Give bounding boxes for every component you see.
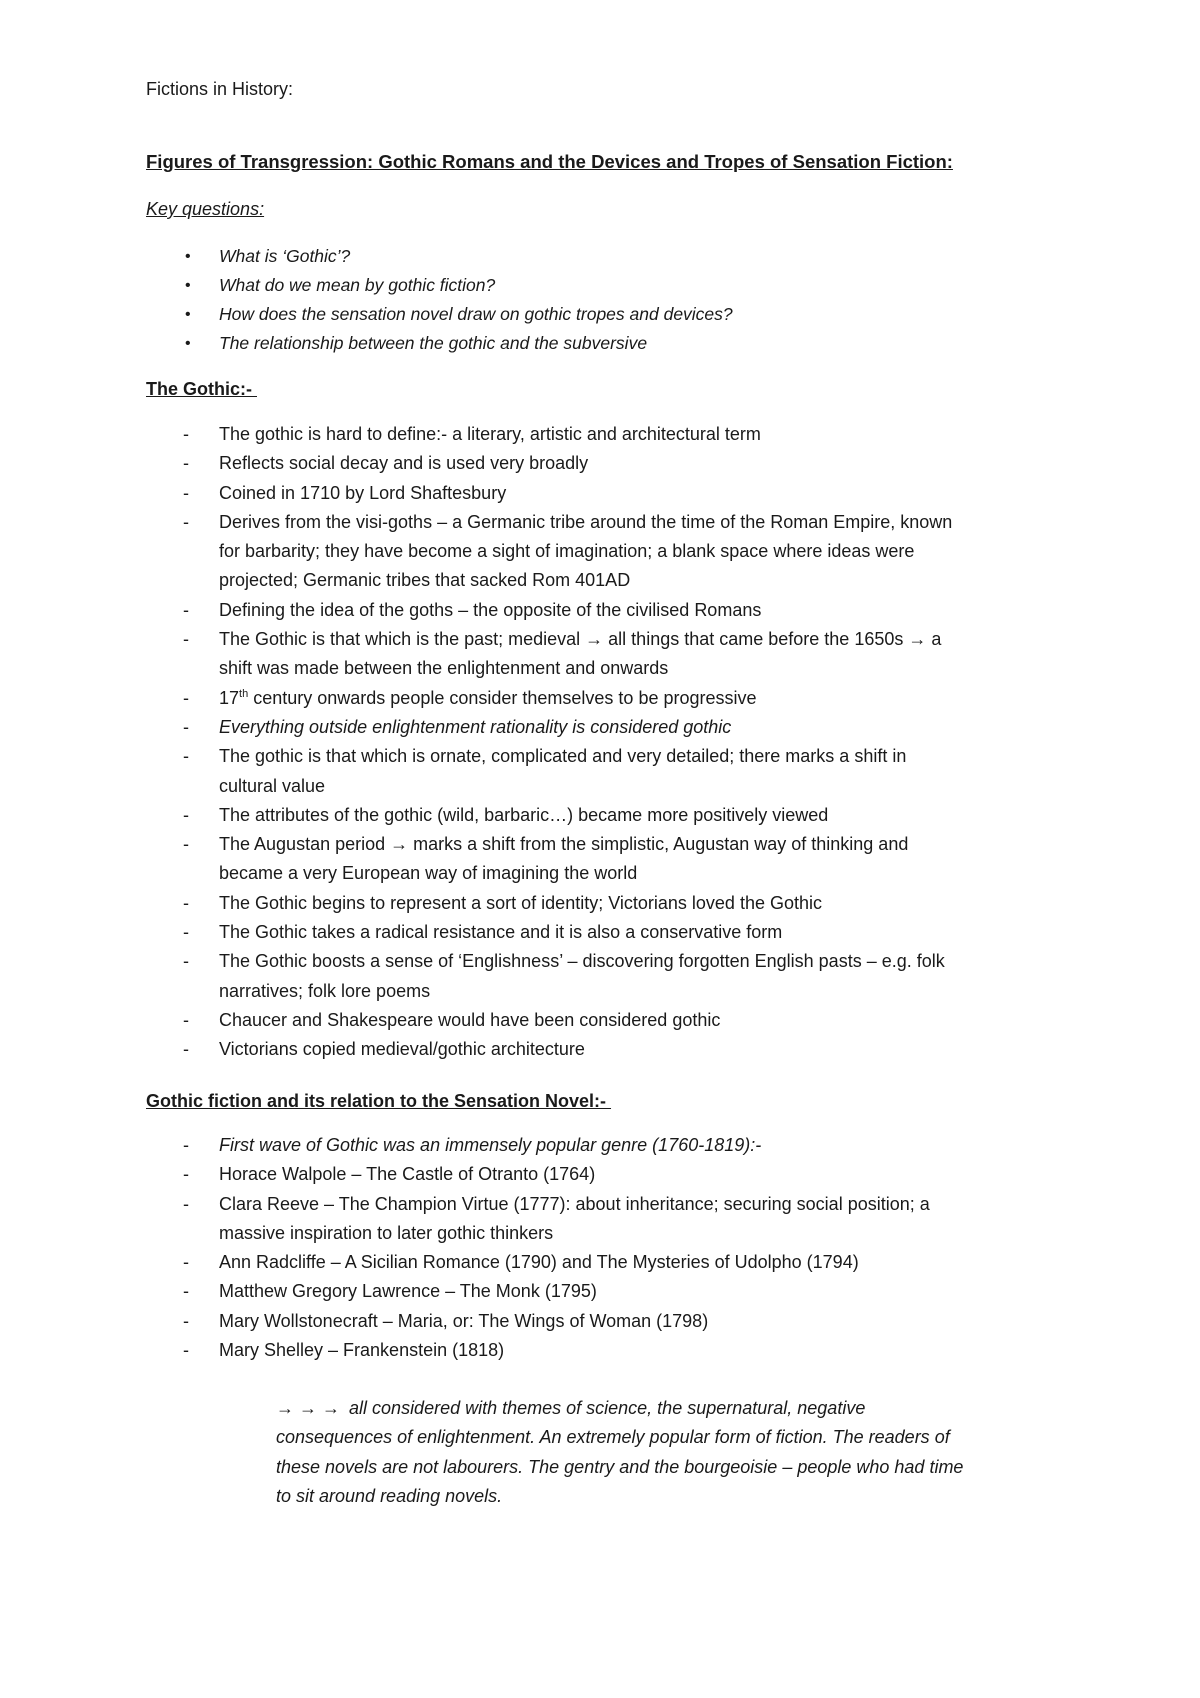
list-item [146, 918, 1076, 947]
dash-marker: - [183, 892, 189, 913]
list-item-text: The Gothic is that which is the past; medieval → all things that came before the 1650s → a [219, 629, 942, 650]
list-item-text: shift was made between the enlightenment and onwards [219, 658, 669, 679]
bullet-icon: • [185, 306, 191, 323]
list-item [146, 625, 1076, 684]
gothic-section-heading: The Gothic:- [146, 379, 257, 399]
list-item-text: The gothic is that which is ornate, complicated and very detailed; there marks a shift in [219, 746, 907, 767]
dash-marker: - [183, 1252, 189, 1273]
list-item [146, 1248, 1076, 1277]
list-item-text: The Gothic begins to represent a sort of identity; Victorians loved the Gothic [219, 892, 822, 913]
list-item: • How does the sensation novel draw on gothic tropes and devices? [146, 300, 733, 329]
list-item [146, 1307, 1076, 1336]
sensation-authors-list [146, 1131, 1076, 1365]
dash-marker: - [183, 746, 189, 767]
list-item-text: Mary Wollstonecraft – Maria, or: The Wings of Woman (1798) [219, 1310, 709, 1331]
summary-line: consequences of enlightenment. An extremely popular form of fiction. The readers of [276, 1427, 950, 1448]
dash-marker: - [183, 834, 189, 855]
list-item-text: Everything outside enlightenment rationality is considered gothic [219, 716, 732, 737]
list-item-text: Clara Reeve – The Champion Virtue (1777): about inheritance; securing social position; a [219, 1193, 930, 1214]
list-item-text: The attributes of the gothic (wild, barbaric…) became more positively viewed [219, 804, 829, 825]
key-questions-heading: Key questions: [146, 199, 265, 219]
dash-marker: - [183, 922, 189, 943]
list-item [146, 830, 1076, 889]
list-item [146, 479, 1076, 508]
list-item [146, 1336, 1076, 1365]
list-item [146, 1160, 1076, 1189]
course-header: Fictions in History: [146, 79, 294, 99]
list-item-text: The gothic is hard to define:- a literary, artistic and architectural term [219, 424, 761, 444]
summary-line: all considered with themes of science, the supernatural, negative [349, 1398, 866, 1418]
summary-line: these novels are not labourers. The gentry and the bourgeoisie – people who had time [276, 1456, 964, 1477]
list-item [146, 947, 1076, 1006]
list-item-text: Chaucer and Shakespeare would have been considered gothic [219, 1009, 721, 1030]
dash-marker: - [183, 453, 189, 474]
list-item-text: for barbarity; they have become a sight of imagination; a blank space where ideas were [219, 541, 915, 562]
list-item-text: became a very European way of imagining the world [219, 863, 638, 884]
list-item-text: Defining the idea of the goths – the opposite of the civilised Romans [219, 599, 762, 620]
list-item [146, 889, 1076, 918]
dash-marker: - [183, 1281, 189, 1302]
list-item [146, 742, 1076, 801]
dash-marker: - [183, 1009, 189, 1030]
bullet-icon: • [185, 277, 191, 294]
list-item-text: Horace Walpole – The Castle of Otranto (1764) [219, 1164, 596, 1185]
list-item-text: cultural value [219, 775, 326, 796]
key-questions-list [146, 242, 733, 358]
summary-line: to sit around reading novels. [276, 1485, 503, 1506]
list-item-text: massive inspiration to later gothic thinkers [219, 1222, 554, 1243]
list-item-text: Mary Shelley – Frankenstein (1818) [219, 1340, 505, 1361]
list-item-text: projected; Germanic tribes that sacked Rom 401AD [219, 570, 631, 591]
list-item [146, 713, 1076, 742]
dash-marker: - [183, 1340, 189, 1361]
list-item-text: Derives from the visi-goths – a Germanic tribe around the time of the Roman Empire, known [219, 511, 953, 532]
list-item-text: Victorians copied medieval/gothic architecture [219, 1039, 585, 1060]
document-title: Figures of Transgression: Gothic Romans and the Devices and Tropes of Sensation Fiction: [146, 151, 953, 172]
triple-arrow-icon: → → → [276, 1398, 341, 1418]
bullet-icon: • [185, 335, 191, 352]
sensation-section-heading: Gothic fiction and its relation to the Sensation Novel:- [146, 1091, 612, 1111]
dash-marker: - [183, 1193, 189, 1214]
dash-marker: - [183, 1310, 189, 1331]
century-number: 17 [219, 687, 240, 708]
ordinal-suffix: th [239, 687, 249, 700]
list-item-text: Ann Radcliffe – A Sicilian Romance (1790) and The Mysteries of Udolpho (1794) [219, 1252, 859, 1273]
dash-marker: - [183, 687, 189, 708]
dash-marker: - [183, 424, 189, 444]
list-item: • The relationship between the gothic and the subversive [146, 329, 733, 358]
dash-marker: - [183, 1135, 189, 1155]
dash-marker: - [183, 511, 189, 532]
list-item-text: narratives; folk lore poems [219, 980, 431, 1001]
list-item: • What is ‘Gothic’? [146, 242, 733, 271]
list-item-text: The Gothic boosts a sense of ‘Englishness’ – discovering forgotten English pasts – e.g. folk [219, 951, 945, 972]
list-item [146, 596, 1076, 625]
list-item [146, 1277, 1076, 1306]
list-item-text: Reflects social decay and is used very broadly [219, 453, 589, 474]
dash-marker: - [183, 1164, 189, 1185]
list-item [146, 420, 1076, 449]
list-item-text: century onwards people consider themselves to be progressive [253, 687, 757, 708]
list-item-text: Coined in 1710 by Lord Shaftesbury [219, 482, 507, 503]
list-item [146, 508, 1076, 596]
list-item [146, 1190, 1076, 1249]
list-item [146, 1035, 1076, 1064]
list-item-text: The Augustan period → marks a shift from the simplistic, Augustan way of thinking and [219, 834, 909, 855]
list-item [146, 684, 1076, 713]
list-item-text: The Gothic takes a radical resistance and it is also a conservative form [219, 922, 783, 943]
list-item [146, 449, 1076, 478]
dash-marker: - [183, 951, 189, 972]
bullet-icon: • [185, 248, 191, 265]
list-item [146, 801, 1076, 830]
list-item [146, 1006, 1076, 1035]
dash-marker: - [183, 482, 189, 503]
summary-paragraph [276, 1394, 1076, 1511]
dash-marker: - [183, 804, 189, 825]
dash-marker: - [183, 1039, 189, 1060]
gothic-points-list [146, 420, 1076, 1065]
list-item-text: Matthew Gregory Lawrence – The Monk (1795) [219, 1281, 597, 1302]
dash-marker: - [183, 629, 189, 650]
list-item-text: First wave of Gothic was an immensely popular genre (1760-1819):- [219, 1135, 762, 1155]
dash-marker: - [183, 599, 189, 620]
list-item [146, 1131, 1076, 1160]
dash-marker: - [183, 716, 189, 737]
list-item: • What do we mean by gothic fiction? [146, 271, 733, 300]
